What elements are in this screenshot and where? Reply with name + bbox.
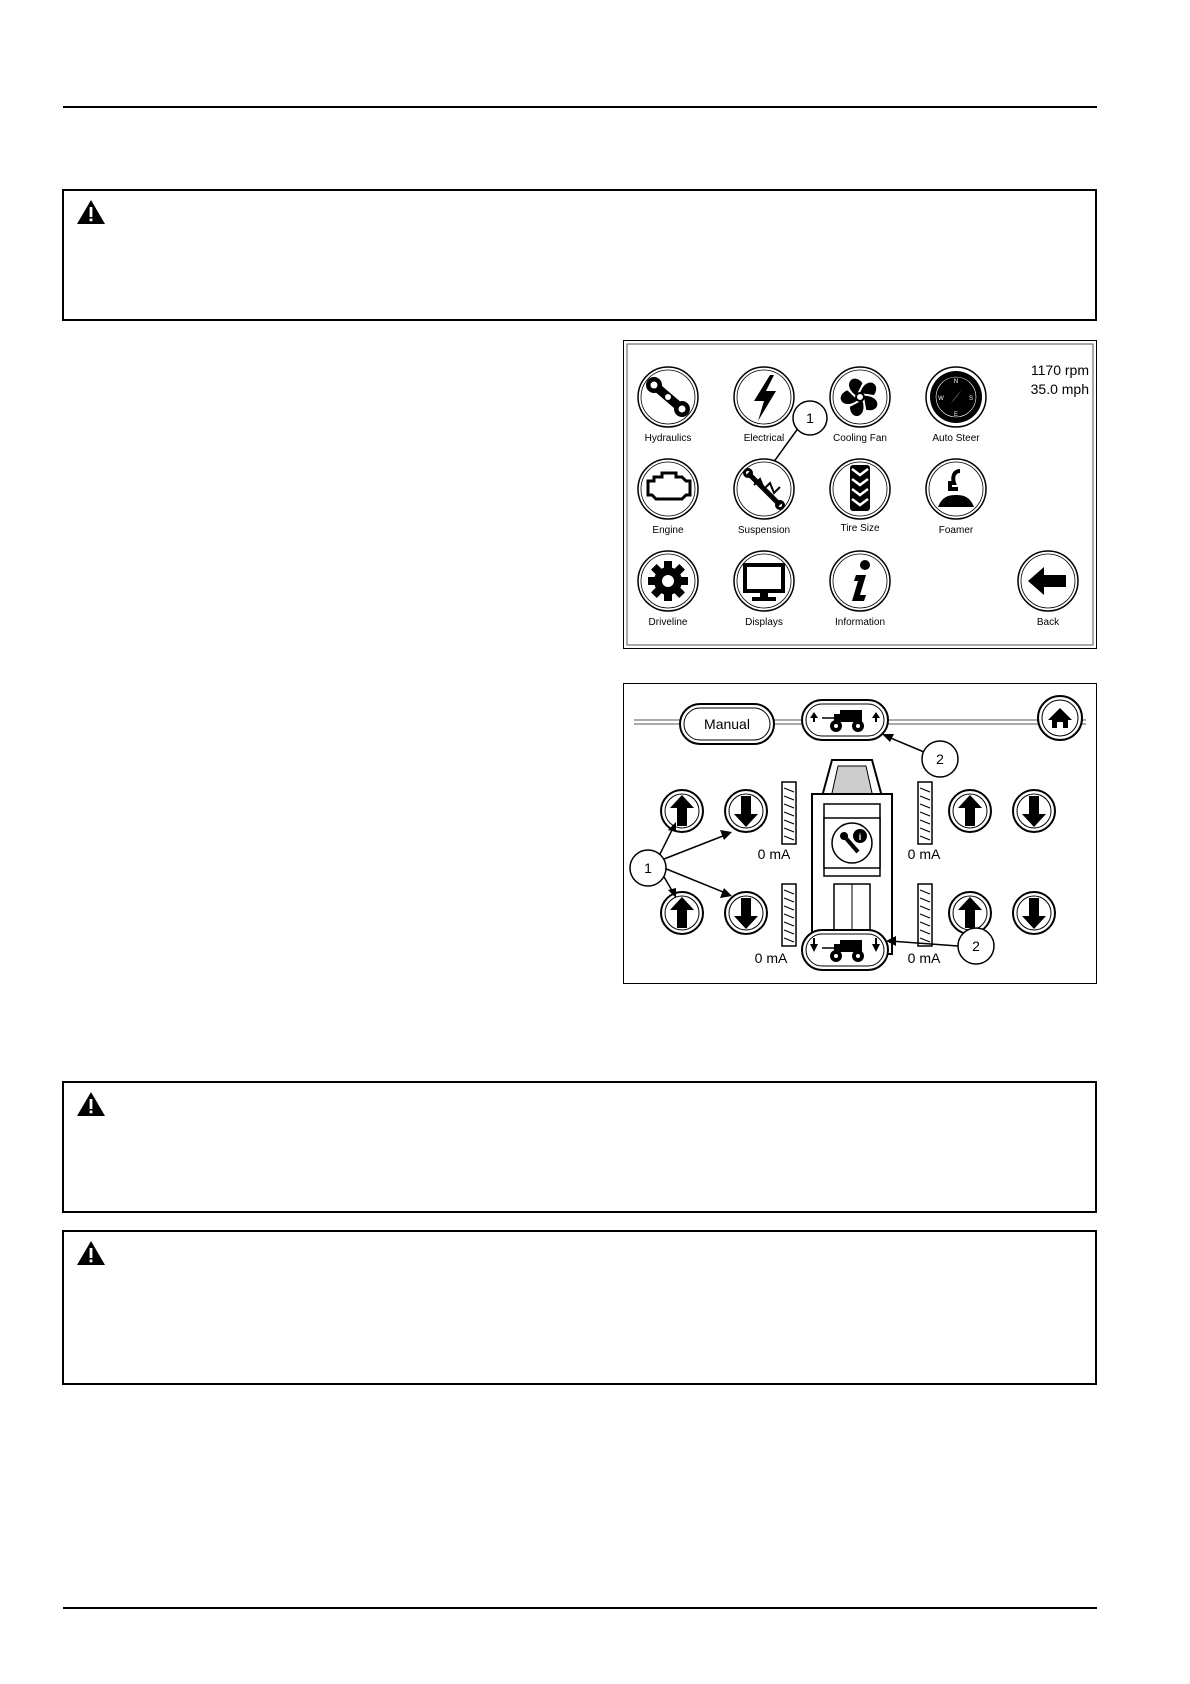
front-axle-button[interactable]	[802, 700, 888, 740]
menu-item-cooling-fan[interactable]	[830, 367, 890, 444]
menu-label-foamer: Foamer	[938, 525, 974, 536]
warning-icon	[76, 199, 106, 225]
rpm-readout: 1170 rpm	[1030, 362, 1089, 378]
warning-icon	[76, 1240, 106, 1266]
rear-right-tire-indicator	[918, 884, 932, 946]
menu-label-suspension: Suspension	[737, 525, 791, 536]
menu-screen-figure	[623, 340, 1097, 649]
svg-text:Manual: Manual	[704, 716, 750, 732]
callout-1	[630, 822, 732, 898]
menu-label-driveline: Driveline	[648, 617, 688, 628]
rear-left-current: 0 mA	[754, 950, 788, 966]
svg-text:1: 1	[806, 410, 814, 426]
suspension-screen-figure	[623, 683, 1097, 984]
gear-icon	[648, 561, 688, 601]
home-button[interactable]	[1038, 696, 1082, 740]
rear-right-raise-button[interactable]	[949, 892, 991, 934]
front-left-current: 0 mA	[757, 846, 791, 862]
menu-item-tire-size[interactable]	[830, 459, 890, 534]
menu-item-hydraulics[interactable]	[638, 367, 698, 444]
menu-item-driveline[interactable]	[638, 551, 698, 628]
rear-axle-button[interactable]	[802, 930, 888, 970]
warning-box	[62, 1081, 1097, 1213]
svg-text:E: E	[953, 412, 959, 418]
menu-label-back: Back	[1036, 617, 1060, 628]
svg-text:W: W	[938, 396, 944, 402]
menu-label-engine: Engine	[652, 525, 684, 536]
menu-label-tire-size: Tire Size	[840, 523, 880, 534]
front-right-raise-button[interactable]	[949, 790, 991, 832]
callout-2-top	[882, 734, 958, 777]
rear-left-raise-button[interactable]	[661, 892, 703, 934]
svg-text:S: S	[968, 396, 974, 402]
front-left-raise-button[interactable]	[661, 790, 703, 832]
svg-text:i: i	[858, 832, 862, 842]
svg-text:N: N	[953, 379, 959, 385]
menu-label-displays: Displays	[745, 617, 783, 628]
suspension-status-icon	[824, 818, 880, 868]
menu-label-hydraulics: Hydraulics	[644, 433, 692, 444]
footer-rule	[63, 1607, 1097, 1609]
rear-right-current: 0 mA	[907, 950, 941, 966]
warning-icon	[76, 1091, 106, 1117]
header-rule	[63, 106, 1097, 108]
menu-item-electrical[interactable]	[734, 367, 794, 444]
svg-text:2: 2	[972, 938, 980, 954]
svg-text:2: 2	[936, 751, 944, 767]
front-right-lower-button[interactable]	[1013, 790, 1055, 832]
menu-label-electrical: Electrical	[743, 433, 785, 444]
rear-left-tire-indicator	[782, 884, 796, 946]
rear-right-lower-button[interactable]	[1013, 892, 1055, 934]
front-right-tire-indicator	[918, 782, 932, 844]
menu-item-auto-steer[interactable]	[926, 367, 986, 444]
svg-text:1: 1	[644, 860, 652, 876]
menu-label-information: Information	[834, 617, 886, 628]
menu-item-engine[interactable]	[638, 459, 698, 536]
menu-item-foamer[interactable]	[926, 459, 986, 536]
warning-box	[62, 1230, 1097, 1385]
menu-item-back[interactable]	[1018, 551, 1078, 628]
tire-tread-icon	[850, 465, 870, 511]
menu-item-displays[interactable]	[734, 551, 794, 628]
menu-label-cooling-fan: Cooling Fan	[833, 433, 887, 444]
front-left-tire-indicator	[782, 782, 796, 844]
rear-left-lower-button[interactable]	[725, 892, 767, 934]
front-right-current: 0 mA	[907, 846, 941, 862]
menu-label-auto-steer: Auto Steer	[932, 433, 980, 444]
speed-readout: 35.0 mph	[1030, 381, 1089, 397]
front-left-lower-button[interactable]	[725, 790, 767, 832]
warning-box	[62, 189, 1097, 321]
menu-item-information[interactable]	[830, 551, 890, 628]
manual-mode-button[interactable]	[680, 704, 774, 744]
menu-item-suspension[interactable]	[734, 459, 794, 536]
